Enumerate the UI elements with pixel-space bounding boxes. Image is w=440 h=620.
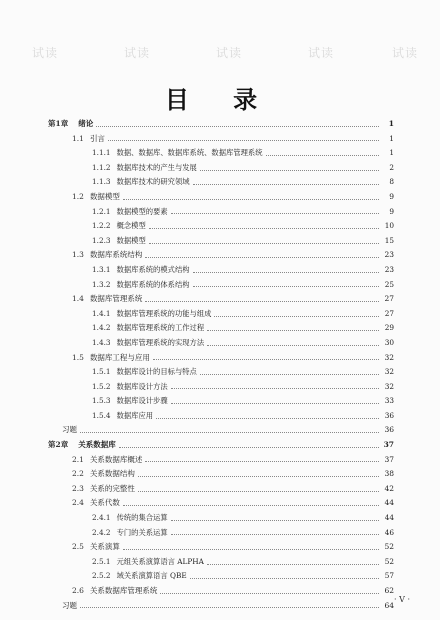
dot-leader	[171, 403, 379, 404]
toc-entry	[48, 467, 394, 482]
dot-leader	[119, 447, 379, 448]
dot-leader	[123, 199, 379, 200]
toc-entry	[48, 336, 394, 351]
toc-entry-page: 15	[384, 235, 394, 245]
toc-entry	[48, 248, 394, 263]
dot-leader	[123, 549, 379, 550]
toc-entry-page: 9	[389, 191, 394, 201]
page-title: 目 录	[164, 86, 276, 114]
toc-entry-number: 2.1	[72, 454, 84, 464]
toc-entry-page: 9	[389, 206, 394, 216]
toc-entry-number: 1.3.1	[92, 264, 111, 274]
toc-entry-title: 关系代数	[89, 498, 120, 508]
toc-entry-page: 36	[384, 425, 394, 435]
toc-entry-page: 52	[384, 542, 394, 552]
toc-entry	[48, 175, 394, 190]
toc-entry-number: 1.3	[72, 250, 84, 260]
dot-leader	[80, 432, 379, 433]
toc-entry-page: 42	[384, 483, 394, 493]
toc-entry-number: 第1章	[48, 119, 69, 128]
dot-leader	[193, 286, 379, 287]
toc-entry	[48, 555, 394, 570]
toc-entry	[48, 234, 394, 249]
dot-leader	[171, 534, 379, 535]
toc-entry	[48, 394, 394, 409]
toc-entry-number: 2.3	[72, 483, 84, 493]
toc-entry-page: 1	[388, 119, 394, 128]
dot-leader	[156, 418, 379, 419]
toc-entry	[48, 409, 394, 424]
toc-entry-number: 1.4.1	[92, 308, 111, 318]
toc-entry-title: 数据库工程与应用	[89, 352, 150, 362]
dot-leader	[145, 301, 379, 302]
toc-entry-number: 2.4	[72, 498, 84, 508]
toc-entry-page: 8	[389, 177, 394, 187]
toc-entry-number: 1.4.2	[92, 323, 111, 333]
dot-leader	[214, 316, 379, 317]
toc-entry	[48, 263, 394, 278]
toc-entry	[48, 511, 394, 526]
toc-entry-title: 数据库技术的产生与发展	[116, 162, 197, 172]
toc-entry-title: 元组关系演算语言 ALPHA	[116, 556, 204, 566]
dot-leader	[193, 272, 379, 273]
toc-entry-title: 数据模型	[116, 235, 146, 245]
dot-leader	[145, 461, 379, 462]
toc-entry-title: 关系数据结构	[89, 469, 135, 479]
dot-leader	[266, 155, 379, 156]
toc-entry-number: 2.5.1	[92, 556, 111, 566]
watermark: 试读	[392, 46, 419, 60]
toc-entry-page: 27	[384, 308, 394, 318]
dot-leader	[149, 243, 379, 244]
toc-entry-number: 2.4.2	[92, 527, 111, 537]
toc-entry-page: 52	[384, 556, 394, 566]
toc-entry-title: 数据库设计方法	[116, 381, 168, 391]
toc-entry-page: 62	[384, 586, 394, 595]
toc-entry-title: 数据库设计的目标与特点	[116, 367, 197, 377]
toc-entry-number: 1.5.4	[92, 410, 111, 420]
toc-entry-page: 32	[384, 381, 394, 391]
toc-entry-page: 38	[384, 469, 394, 479]
toc-entry-number: 1.3.2	[92, 279, 111, 289]
toc-entry-title: 关系数据库概述	[89, 454, 143, 464]
dot-leader	[149, 228, 379, 229]
toc-entry-number: 2.4.1	[92, 513, 111, 523]
toc-entry-page: 46	[384, 527, 394, 537]
toc-entry-number: 1.1.3	[92, 177, 111, 187]
toc-entry-title: 数据模型	[89, 191, 120, 201]
toc-entry-title: 数据库设计步骤	[116, 396, 168, 406]
dot-leader	[171, 520, 379, 521]
toc-entry	[48, 205, 394, 220]
dot-leader	[171, 213, 379, 214]
toc-entry-title: 习题	[62, 600, 77, 610]
toc-entry-page: 64	[384, 600, 394, 610]
toc-entry	[48, 482, 394, 497]
dot-leader	[108, 140, 379, 141]
toc-entry-number: 1.1.1	[92, 148, 111, 158]
toc-entry-page: 30	[384, 337, 394, 347]
toc-entry-title: 关系演算	[89, 542, 120, 552]
toc-entry-title: 引言	[89, 133, 105, 143]
toc-entry	[48, 292, 394, 307]
toc-entry	[48, 161, 394, 176]
toc-entry-page: 44	[384, 498, 394, 508]
toc-entry-title: 数据库应用	[116, 410, 154, 420]
dot-leader	[138, 476, 379, 477]
toc-entry	[48, 351, 394, 366]
dot-leader	[123, 505, 379, 506]
toc-entry-number: 1.5.1	[92, 367, 111, 377]
toc-entry-page: 37	[384, 454, 394, 464]
toc-entry-page: 2	[389, 162, 394, 172]
toc-entry	[48, 540, 394, 555]
toc-entry-title: 绪论	[78, 119, 94, 128]
toc-entry	[48, 453, 394, 468]
toc-entry-page: 32	[384, 352, 394, 362]
dot-leader	[200, 170, 379, 171]
toc-entry	[48, 380, 394, 395]
dot-leader	[171, 388, 379, 389]
toc-entry-page: 25	[384, 279, 394, 289]
toc-entry	[48, 496, 394, 511]
toc-entry-title: 数据库系统的体系结构	[116, 279, 190, 289]
toc-entry	[48, 365, 394, 380]
toc-entry-title: 专门的关系运算	[116, 527, 168, 537]
dot-leader	[193, 184, 379, 185]
toc-entry	[48, 132, 394, 147]
toc-entry	[48, 321, 394, 336]
dot-leader	[145, 257, 379, 258]
toc-entry-page: 23	[384, 264, 394, 274]
dot-leader	[207, 330, 379, 331]
toc-entry-number: 1.4	[72, 294, 84, 304]
toc-entry	[48, 278, 394, 293]
toc-entry-page: 1	[389, 133, 394, 143]
toc-entry-title: 数据库系统的模式结构	[116, 264, 190, 274]
toc-entry-number: 1.2.3	[92, 235, 111, 245]
toc-entry-title: 数据模型的要素	[116, 206, 168, 216]
toc-entry-number: 1.2.1	[92, 206, 111, 216]
dot-leader	[96, 126, 379, 127]
toc-entry-number: 2.2	[72, 469, 84, 479]
toc-entry-number: 2.5	[72, 542, 84, 552]
toc-entry	[48, 190, 394, 205]
toc-entry	[48, 423, 394, 438]
toc-entry-number: 1.2.2	[92, 221, 111, 231]
dot-leader	[138, 491, 379, 492]
toc-entry-number: 1.5.2	[92, 381, 111, 391]
toc-entry-title: 数据库技术的研究领域	[116, 177, 190, 187]
toc-entry-number: 1.5.3	[92, 396, 111, 406]
toc-entry-page: 37	[383, 440, 394, 450]
toc-entry-page: 36	[384, 410, 394, 420]
toc-entry-title: 数据库管理系统的工作过程	[116, 323, 205, 333]
toc-entry-title: 数据库管理系统的功能与组成	[116, 308, 212, 318]
toc-entry-number: 1.2	[72, 191, 84, 201]
toc-entry	[48, 569, 394, 584]
toc-entry-page: 27	[384, 294, 394, 304]
dot-leader	[207, 564, 379, 565]
watermark: 试读	[308, 46, 335, 60]
toc-entry-page: 23	[384, 250, 394, 260]
toc-entry-page: 32	[384, 367, 394, 377]
toc-entry-title: 传统的集合运算	[116, 513, 168, 523]
toc-entry-title: 概念模型	[116, 221, 146, 231]
toc-entry-title: 数据库系统结构	[89, 250, 143, 260]
toc-entry-number: 1.1.2	[92, 162, 111, 172]
table-of-contents	[48, 117, 394, 613]
toc-entry	[48, 526, 394, 541]
dot-leader	[160, 593, 379, 594]
toc-entry-title: 数据库管理系统	[89, 294, 143, 304]
toc-entry-page: 29	[384, 323, 394, 333]
toc-entry	[48, 146, 394, 161]
toc-entry-number: 第2章	[48, 440, 69, 450]
toc-entry-title: 关系数据库	[78, 440, 116, 450]
toc-entry-number: 1.4.3	[92, 337, 111, 347]
toc-entry	[48, 219, 394, 234]
toc-entry-title: 习题	[62, 425, 77, 435]
watermark: 试读	[216, 46, 243, 60]
toc-entry	[48, 117, 394, 132]
dot-leader	[80, 607, 379, 608]
watermark: 试读	[32, 46, 59, 60]
toc-entry-page: 33	[384, 396, 394, 406]
toc-entry-title: 域关系演算语言 QBE	[116, 571, 187, 581]
toc-entry-page: 10	[384, 221, 394, 231]
toc-entry-number: 1.1	[72, 133, 84, 143]
dot-leader	[200, 374, 379, 375]
toc-entry-number: 1.5	[72, 352, 84, 362]
toc-entry	[48, 307, 394, 322]
dot-leader	[207, 345, 379, 346]
toc-entry-title: 关系的完整性	[89, 483, 135, 493]
toc-entry-page: 44	[384, 513, 394, 523]
toc-entry-number: 2.6	[72, 586, 84, 595]
toc-entry-number: 2.5.2	[92, 571, 111, 581]
page-number: · Ⅴ ·	[394, 595, 410, 604]
toc-entry-page: 57	[384, 571, 394, 581]
toc-entry	[48, 438, 394, 453]
dot-leader	[190, 578, 379, 579]
watermark: 试读	[124, 46, 151, 60]
toc-entry-title: 关系数据库管理系统	[89, 586, 158, 595]
toc-entry-page: 1	[389, 148, 394, 158]
dot-leader	[153, 359, 379, 360]
toc-entry-title: 数据库管理系统的实现方法	[116, 337, 205, 347]
toc-entry-title: 数据、数据库、数据库系统、数据库管理系统	[116, 148, 263, 158]
